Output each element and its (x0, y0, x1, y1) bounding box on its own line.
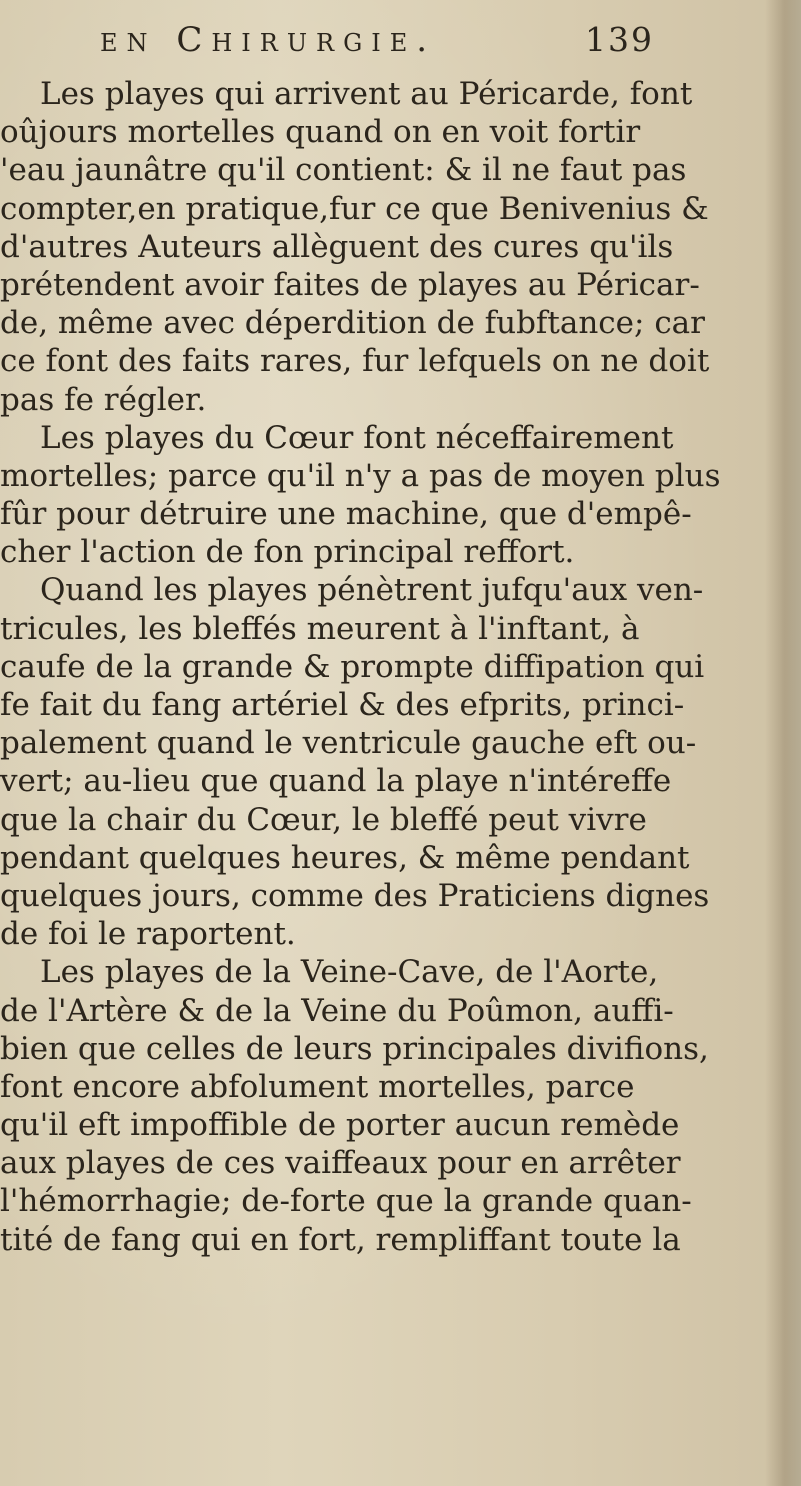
text-line: fûr pour détruire une machine, que d'empê- (0, 496, 692, 533)
text-line: Quand les playes pénètrent jufqu'aux ven- (40, 572, 704, 609)
text-line: mortelles; parce qu'il n'y a pas de moyen plus (0, 457, 721, 494)
text-line: fe fait du fang artériel & des efprits, princi- (0, 687, 685, 723)
page-edge-shadow (765, 0, 801, 1486)
text-line: compter,en pratique,fur ce que Benivenius & (0, 190, 709, 227)
text-line: de, même avec déperdition de fubftance; car (0, 305, 705, 342)
text-line: pas fe régler. (0, 381, 207, 418)
header-title: en Chirurgie. (100, 20, 437, 60)
text-line: Les playes de la Veine-Cave, de l'Aorte, (40, 954, 659, 991)
text-line: pendant quelques heures, & même pendant (0, 839, 690, 876)
text-line: Les playes du Cœur font néceffairement (40, 419, 674, 456)
text-line: palement quand le ventricule gauche eft ou- (0, 725, 697, 762)
text-line: qu'il eft impoffible de porter aucun remède (0, 1107, 680, 1144)
text-line: bien que celles de leurs principales divifions, (0, 1030, 709, 1067)
text-line: tricules, les bleffés meurent à l'inftant, à (0, 610, 640, 647)
text-line: vert; au-lieu que quand la playe n'intéreffe (0, 763, 672, 800)
text-line: 'eau jaunâtre qu'il contient: & il ne faut pas (0, 152, 687, 189)
text-line: Les playes qui arrivent au Péricarde, font (40, 76, 693, 112)
text-line: que la chair du Cœur, le bleffé peut vivre (0, 801, 647, 838)
text-line: de l'Artère & de la Veine du Poûmon, auffi- (0, 992, 674, 1029)
text-line: d'autres Auteurs allèguent des cures qu'ils (0, 228, 674, 265)
text-line: quelques jours, comme des Praticiens dignes (0, 877, 710, 914)
text-line: prétendent avoir faites de playes au Péricar- (0, 266, 700, 303)
text-line: l'hémorrhagie; de-forte que la grande quan- (0, 1183, 692, 1220)
text-line: caufe de la grande & prompte diffipation qui (0, 648, 705, 685)
text-line: de foi le raportent. (0, 916, 296, 953)
text-line: oûjours mortelles quand on en voit fortir (0, 114, 641, 151)
text-line: aux playes de ces vaiffeaux pour en arrêter (0, 1145, 681, 1182)
page-number: 139 (585, 20, 654, 59)
text-line: cher l'action de fon principal reffort. (0, 534, 575, 571)
running-header (0, 20, 801, 80)
text-line: font encore abfolument mortelles, parce (0, 1068, 635, 1105)
body-text (0, 75, 721, 1259)
text-line: tité de fang qui en fort, rempliffant toute la (0, 1221, 681, 1258)
text-line: ce font des faits rares, fur lefquels on ne doit (0, 343, 710, 380)
